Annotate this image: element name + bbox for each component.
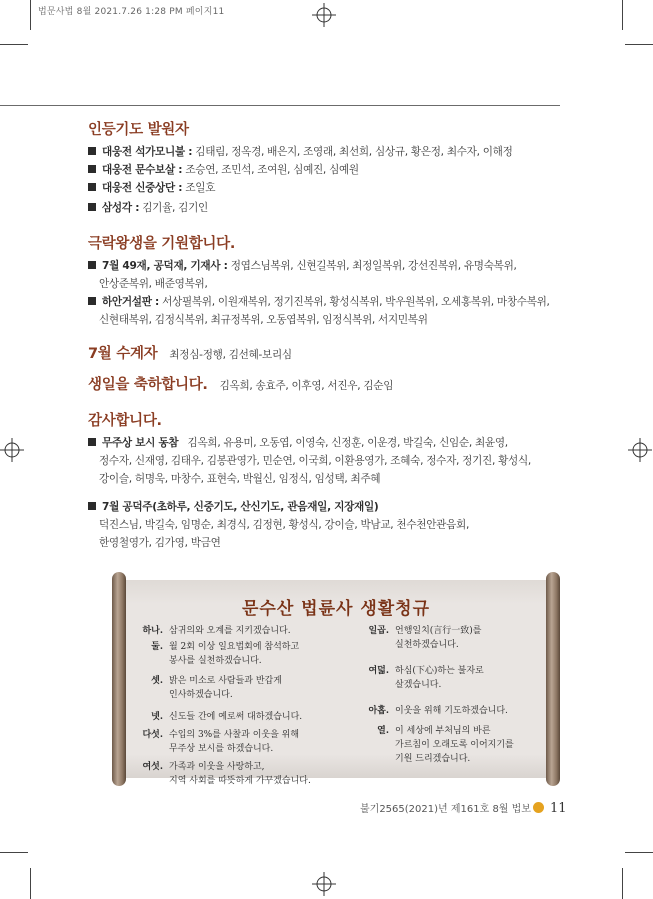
page-number: 11: [549, 801, 567, 816]
list-item-continued: 안상준복위, 배준영복위,: [99, 278, 208, 290]
scroll-paper: [124, 580, 548, 786]
bullet-icon: [88, 438, 96, 446]
memorial-section: [88, 232, 558, 329]
crop-mark: [625, 852, 653, 853]
bullet-icon: [88, 502, 96, 510]
page-content: [88, 118, 558, 552]
section-title: 감사합니다.: [88, 413, 162, 429]
list-item-continued: 신현태복위, 김정식복위, 최규정복위, 오동엽복위, 임정식복위, 서지민복위: [99, 314, 428, 326]
list-item: 대웅전 신중상단 : 조일호: [88, 179, 558, 197]
section-title: 인등기도 발원자: [88, 122, 189, 138]
bullet-icon: [88, 183, 96, 191]
list-item-continued: 덕진스님, 박길숙, 임명순, 최경식, 김정현, 황성식, 강이슬, 박남교, 천수천안관음회,: [99, 519, 470, 531]
crop-mark: [622, 868, 623, 899]
rule-item: 열. 이 세상에 부처님의 바른 가르침이 오래도록 이어지기를 기원 드리겠습니다.: [377, 726, 514, 764]
registration-mark-icon: [628, 438, 652, 462]
registration-mark-icon: [0, 438, 24, 462]
section-title: 생일을 축하합니다.: [88, 377, 208, 393]
crop-mark: [0, 852, 28, 853]
list-item-continued: 한영철영가, 김가영, 박금연: [99, 537, 221, 549]
scroll-title: 문수산 법륜사 생활청규: [241, 599, 431, 619]
print-slug: 법문사법 8월 2021.7.26 1:28 PM 페이지11: [38, 7, 225, 17]
list-item: 삼성각 : 김기율, 김기인: [88, 199, 558, 217]
rule-item: 일곱. 언행일치(言行一致)를 실천하겠습니다.: [368, 626, 482, 650]
section-title: 극락왕생을 기원합니다.: [88, 236, 236, 252]
page-footer: [360, 800, 567, 816]
crop-mark: [622, 0, 623, 30]
bullet-icon: [88, 203, 96, 211]
bullet-icon: [88, 147, 96, 155]
list-item: 대웅전 문수보살 : 조승연, 조민석, 조여원, 심예진, 심예원: [88, 161, 558, 179]
bullet-icon: [88, 165, 96, 173]
scroll-roller-right: [546, 572, 560, 786]
smiley-icon: [533, 802, 544, 813]
registration-mark-icon: [312, 3, 336, 27]
list-item-continued: 강이슬, 허명욱, 마창수, 표현숙, 박월신, 임정식, 임성택, 최주혜: [99, 473, 381, 485]
list-item: 7월 49재, 공덕재, 기재사 : 정엽스님복위, 신현길복위, 최정일복위, 강선진복위, 유명숙복위,: [88, 257, 558, 275]
rules-scroll: [112, 572, 560, 786]
benefactors-section: [88, 118, 558, 217]
crop-mark: [30, 0, 31, 30]
rule-item: 넷. 신도들 간에 예로써 대하겠습니다.: [151, 712, 303, 722]
rule-item: 셋. 밝은 미소로 사람들과 반갑게 인사하겠습니다.: [151, 676, 282, 700]
rule-item: 아홉. 이웃을 위해 기도하겠습니다.: [368, 706, 508, 716]
list-item: 무주상 보시 동참 김옥희, 유용미, 오동엽, 이영숙, 신정훈, 이운경, 박길숙, 신임순, 최윤영,: [88, 434, 558, 452]
crop-mark: [30, 868, 31, 899]
footer-issue-text: 불기2565(2021)년 제161호 8월 법보: [360, 804, 531, 815]
crop-mark: [0, 44, 28, 45]
bullet-icon: [88, 261, 96, 269]
scroll-roller-left: [112, 572, 126, 786]
birthday-section: 생일을 축하합니다. 김옥희, 송효주, 이후영, 서진우, 김순임: [88, 377, 394, 393]
rule-item: 하나. 삼귀의와 오계를 지키겠습니다.: [142, 626, 291, 636]
rule-item: 다섯. 수입의 3%를 사찰과 이웃을 위해 무주상 보시를 하겠습니다.: [142, 730, 300, 754]
registration-mark-icon: [312, 872, 336, 896]
rule-item: 둘. 월 2회 이상 일요법회에 참석하고 봉사를 실천하겠습니다.: [151, 642, 300, 666]
bullet-icon: [88, 297, 96, 305]
header-rule: [0, 105, 560, 106]
rule-item: 여덟. 하심(下心)하는 불자로 살겠습니다.: [368, 666, 484, 690]
crop-mark: [625, 44, 653, 45]
rule-item: 여섯. 가족과 이웃을 사랑하고, 지역 사회를 따뜻하게 가꾸겠습니다.: [142, 762, 311, 786]
list-item: 7월 공덕주(초하루, 신중기도, 산신기도, 관음재일, 지장재일): [88, 498, 558, 516]
list-item-continued: 정수자, 신재영, 김태우, 김봉관영가, 민순연, 이국희, 이환용영가, 조혜숙, 정수자, 정기진, 황성식,: [99, 455, 531, 467]
list-item: 하안거설판 : 서상필복위, 이원재복위, 정기진복위, 황성식복위, 박우원복위, 오세홍복위, 마창수복위,: [88, 293, 558, 311]
section-title: 7월 수계자: [88, 346, 158, 362]
precepts-section: 7월 수계자 최정심-정행, 김선혜-보리심: [88, 346, 292, 362]
list-item: 대웅전 석가모니불 : 김태림, 정옥경, 배은지, 조영래, 최선희, 심상규, 황은정, 최수자, 이해정: [88, 143, 558, 161]
thanks-section: [88, 409, 558, 552]
